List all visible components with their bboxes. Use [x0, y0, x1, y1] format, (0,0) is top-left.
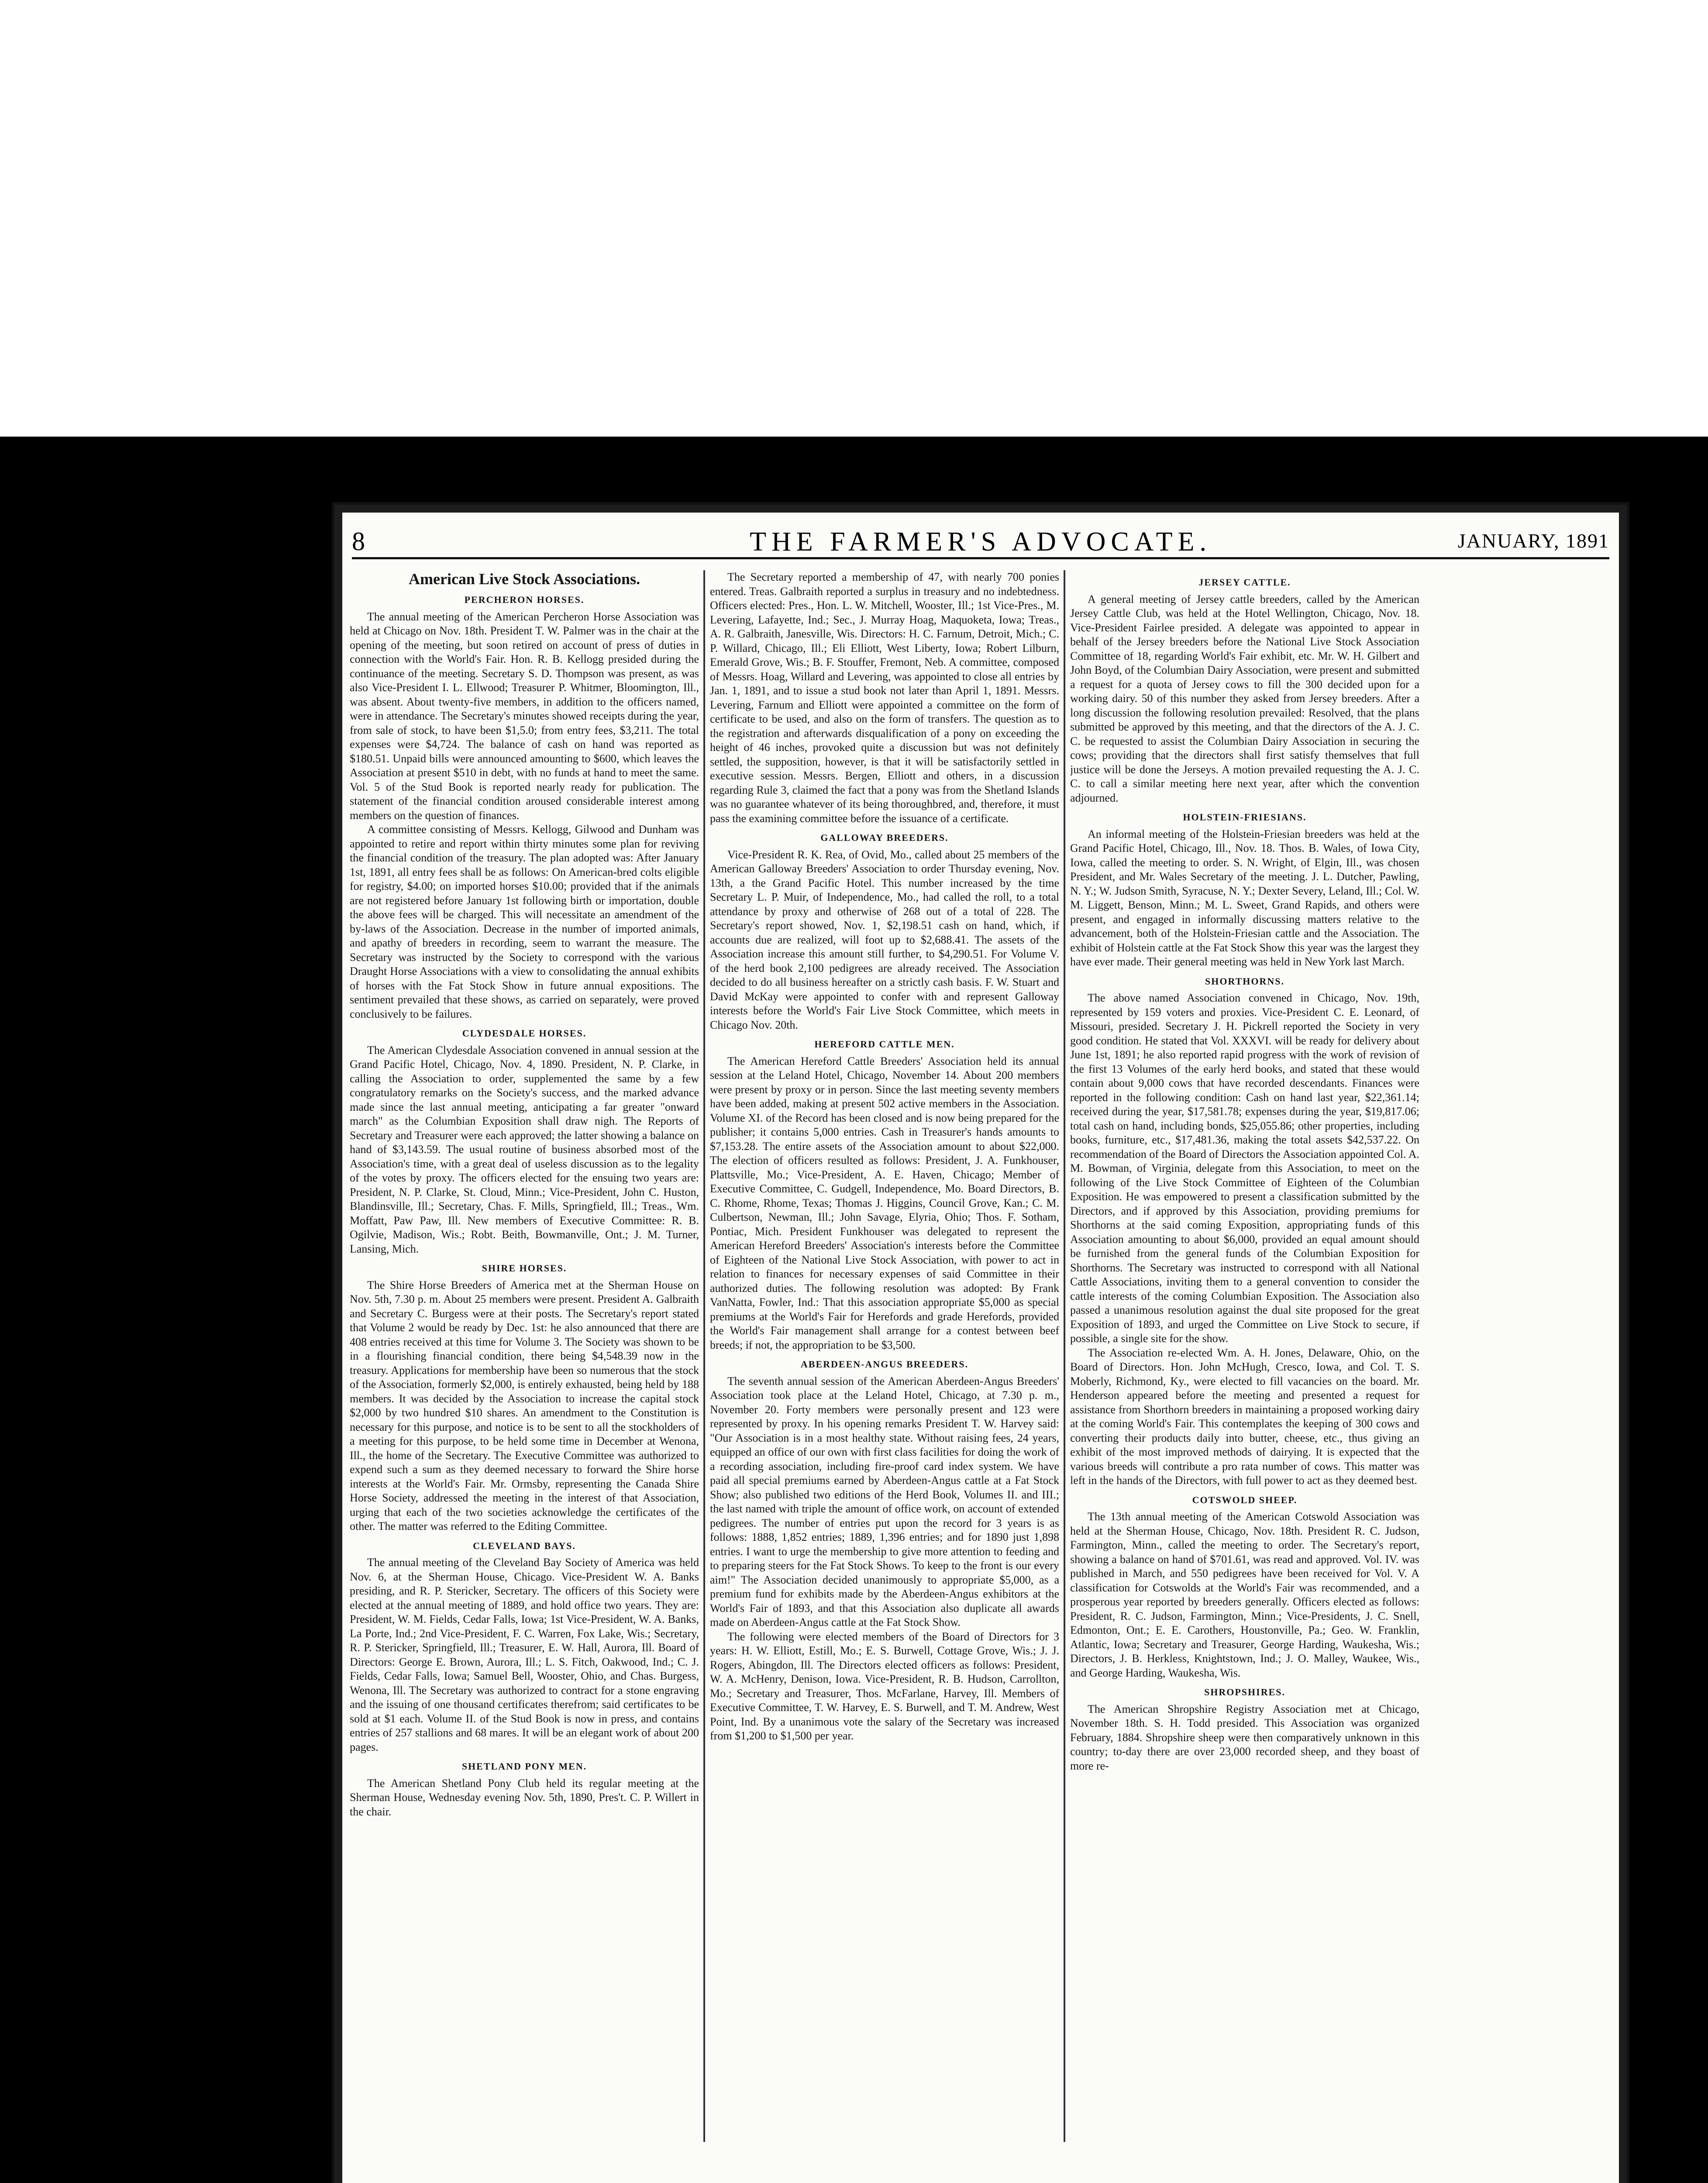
column-1	[350, 570, 699, 2183]
column-2	[710, 570, 1059, 2183]
paragraph: The American Hereford Cattle Breeders' Association held its annual session at the Leland Hotel, Chicago, November 14. About 200 members were present by proxy or in person. Since the last meeting seventy members have been added, making at present 502 active members in the Association. Volume XI. of the Record has been closed and is now being prepared for the publisher; it contains 5,000 entries. Cash in Treasurer's hands amounts to $7,153.28. The entire assets of the Association amount to about $22,000. The election of officers resulted as follows: President, J. A. Funkhouser, Plattsville, Mo.; Vice-President, A. E. Haven, Chicago; Member of Executive Committee, C. Gudgell, Independence, Mo. Board Directors, B. C. Rhome, Rhome, Texas; Thomas J. Higgins, Council Grove, Kan.; C. M. Culbertson, Newman, Ill.; John Savage, Elyria, Ohio; Thos. F. Sotham, Pontiac, Mich. President Funkhouser was delegated to represent the American Hereford Breeders' Association's interests before the Committee of Eighteen of the National Live Stock Association, with power to act in relation to finances for necessary expenses of said Committee in their authorized duties. The following resolution was adopted: By Frank VanNatta, Fowler, Ind.: That this association appropriate $5,000 as special premiums at the World's Fair for Herefords and grade Herefords, provided the World's Fair management shall arrange for a contest between beef breeds; if not, the appropriation to be $3,500.	[710, 1054, 1059, 1351]
paragraph: The seventh annual session of the American Aberdeen-Angus Breeders' Association took place at the Leland Hotel, Chicago, at 7.30 p. m., November 20. Forty members were personally present and 123 were represented by proxy. In his opening remarks President T. W. Harvey said: "Our Association is in a most healthy state. Without raising fees, 24 years, equipped an office of our own with first class facilities for doing the work of a recording association, including fire-proof card index system. We have paid all special premiums earned by Aberdeen-Angus cattle at a Fat Stock Show; also published two editions of the Herd Book, Volumes II. and III.; the last named with triple the amount of office work, on account of extended pedigrees. The number of entries put upon the record for 3 years is as follows: 1888, 1,852 entries; 1889, 1,396 entries; and for 1890 just 1,898 entries. I want to urge the membership to give more attention to feeding and to preparing steers for the Fat Stock Shows. To keep to the front is our every aim!" The Association decided unanimously to appropriate $5,000, as a premium fund for exhibits made by the Aberdeen-Angus exhibitors at the World's Fair of 1893, and that this Association also duplicate all awards made on Aberdeen-Angus cattle at the Fat Stock Show.	[710, 1374, 1059, 1629]
paragraph: The annual meeting of the Cleveland Bay Society of America was held Nov. 6, at the Sherman House, Chicago. Vice-President W. A. Banks presiding, and R. P. Stericker, Secretary. The officers of this Society were elected at the annual meeting of 1889, and hold office two years. They are: President, W. M. Fields, Cedar Falls, Iowa; 1st Vice-President, W. A. Banks, La Porte, Ind.; 2nd Vice-President, F. C. Warren, Fox Lake, Wis.; Secretary, R. P. Stericker, Springfield, Ill.; Treasurer, E. W. Hall, Aurora, Ill. Board of Directors: George E. Brown, Aurora, Ill.; L. S. Fitch, Oakwood, Ind.; C. J. Fields, Cedar Falls, Iowa; Samuel Bell, Wooster, Ohio, and Chas. Burgess, Wenona, Ill. The Secretary was authorized to contract for a stone engraving and the issuing of one thousand certificates therefrom; said certificates to be sold at $1 each. Volume II. of the Stud Book is now in press, and contains entries of 257 stallions and 68 mares. It will be an elegant work of about 200 pages.	[350, 1556, 699, 1753]
section-heading: SHORTHORNS.	[1205, 975, 1284, 987]
paragraph: Vice-President R. K. Rea, of Ovid, Mo., called about 25 members of the American Galloway Breeders' Association to order Thursday evening, Nov. 13th, a the Grand Pacific Hotel. This number increased by the time Secretary L. P. Muir, of Independence, Mo., had called the roll, to a total attendance by proxy and otherwise of 268 out of a total of 228. The Secretary's report showed, Nov. 1, $2,198.51 cash on hand, which, if accounts due are realized, will foot up to $2,688.41. The assets of the Association increase this amount still further, to $4,290.51. For Volume V. of the herd book 2,100 pedigrees are already received. The Association decided to do all business hereafter on a strictly cash basis. F. W. Stuart and David McKay were appointed to confer with and represent Galloway interests before the World's Fair Live Stock Committee, which meets in Chicago Nov. 20th.	[710, 848, 1059, 1031]
issue-date: JANUARY, 1891	[1457, 530, 1609, 552]
paragraph: The above named Association convened in Chicago, Nov. 19th, represented by 159 voters and proxies. Vice-President C. E. Leonard, of Missouri, presided. Secretary J. H. Pickrell reported the Society in very good condition. He stated that Vol. XXXVI. will be ready for delivery about June 1st, 1891; he also reported rapid progress with the work of revision of the first 13 Volumes of the early herd books, and stated that these would contain about 9,000 cows that have recorded descendants. Finances were reported in the following condition: Cash on hand last year, $22,361.14; received during the year, $17,581.78; expenses during the year, $19,817.06; total cash on hand, including bonds, $25,055.86; other properties, including books, furniture, etc., $17,481.36, making the total assets $42,537.22. On recommendation of the Board of Directors the Association appointed Col. A. M. Bowman, of Virginia, delegate from this Association, to meet on the following of the Live Stock Committee of Eighteen of the Columbian Exposition. He was empowered to present a classification submitted by the Directors, and if approved by this Association, providing premiums for Shorthorns at the said coming Exposition, appropriating funds of this Association amounting to about $6,000, provided an equal amount should be furnished from the general funds of the Columbian Exposition for Shorthorns. The Secretary was instructed to correspond with all National Cattle Associations, inviting them to a general convention to consider the cattle interests of the coming Columbian Exposition. The Association also passed a unanimous resolution against the dual site proposed for the great Exposition of 1893, and urged the Committee on Live Stock to secure, if possible, a single site for the show.	[1070, 992, 1419, 1345]
paragraph: The American Shetland Pony Club held its regular meeting at the Sherman House, Wednesday evening Nov. 5th, 1890, Pres't. C. P. Willert in the chair.	[350, 1777, 699, 1818]
section-heading: SHETLAND PONY MEN.	[461, 1761, 587, 1772]
section-heading: GALLOWAY BREEDERS.	[820, 832, 949, 843]
page-number: 8	[352, 527, 365, 556]
masthead	[352, 527, 1609, 559]
paragraph: The 13th annual meeting of the American Cotswold Association was held at the Sherman House, Chicago, Nov. 18th. President R. C. Judson, Farmington, Minn., called the meeting to order. The Secretary's report, showing a balance on hand of $701.61, was read and approved. Vol. IV. was published in March, and 550 pedigrees have been received for Vol. V. A classification for Cotswolds at the World's Fair was recommended, and a prosperous year reported by breeders generally. Officers elected as follows: President, R. C. Judson, Farmington, Minn.; Vice-Presidents, J. C. Snell, Edmonton, Ont.; E. E. Carothers, Houstonville, Pa.; Geo. W. Franklin, Atlantic, Iowa; Secretary and Treasurer, George Harding, Waukesha, Wis.; Directors, J. B. Herkless, Knightstown, Ind.; J. O. Malley, Waukee, Wis., and George Harding, Waukesha, Wis.	[1070, 1510, 1419, 1679]
paragraph: The Secretary reported a membership of 47, with nearly 700 ponies entered. Treas. Galbraith reported a surplus in treasury and no indebtedness. Officers elected: Pres., Hon. L. W. Mitchell, Wooster, Ill.; 1st Vice-Pres., M. Levering, Lafayette, Ind.; Sec., J. Murray Hoag, Maquoketa, Iowa; Treas., A. R. Galbraith, Janesville, Wis. Directors: H. C. Farnum, Detroit, Mich.; C. P. Willard, Chicago, Ill.; Eli Elliott, West Liberty, Iowa; Robert Lilburn, Emerald Grove, Wis.; B. F. Stouffer, Fremont, Neb. A committee, composed of Messrs. Hoag, Willard and Levering, was appointed to close all entries by Jan. 1, 1891, and to issue a stud book not later than April 1, 1891. Messrs. Levering, Farnum and Elliott were appointed a committee on the form of certificate to be used, and also on the form of transfers. The question as to the registration and afterwards disqualification of a pony on exceeding the height of 46 inches, provoked quite a discussion but was not definitely settled, the supposition, however, is that it will be satisfactorily settled in executive session. Messrs. Bergen, Elliott and others, in a discussion regarding Rule 3, claimed the fact that a pony was from the Shetland Islands was no guarantee whatever of its being thoroughbred, and, therefore, it must pass the examining committee before the issuance of a certificate.	[710, 571, 1059, 825]
paragraph: An informal meeting of the Holstein-Friesian breeders was held at the Grand Pacific Hotel, Chicago, Ill., Nov. 18. Thos. B. Wales, of Iowa City, Iowa, called the meeting to order. S. N. Wright, of Elgin, Ill., was chosen President, and Mr. Wales Secretary of the meeting. J. L. Dutcher, Pawling, N. Y.; W. Judson Smith, Syracuse, N. Y.; Dexter Severy, Leland, Ill.; Col. W. M. Liggett, Benson, Minn.; M. L. Sweet, Grand Rapids, and others were present, and engaged in informally discussing matters relative to the advancement, both of the Holstein-Friesian cattle and the Association. The exhibit of Holstein cattle at the Fat Stock Show this year was the largest they have ever made. Their general meeting was held in New York last March.	[1070, 827, 1419, 968]
section-heading: SHIRE HORSES.	[482, 1263, 567, 1274]
paragraph: The American Clydesdale Association convened in annual session at the Grand Pacific Hotel, Chicago, Nov. 4, 1890. President, N. P. Clarke, in calling the Association to order, supplemented the same by a few congratulatory remarks on the Society's success, and the marked advance made since the last annual meeting, anticipating a far greater "onward march" as the Columbian Exposition shall draw nigh. The Reports of Secretary and Treasurer were each approved; the latter showing a balance on hand of $3,143.59. The usual routine of business absorbed most of the Association's time, with a great deal of useless discussion as to the legality of the votes by proxy. The officers elected for the ensuing two years are: President, N. P. Clarke, St. Cloud, Minn.; Vice-President, John C. Huston, Blandinsville, Ill.; Secretary, Chas. F. Mills, Springfield, Ill.; Treas., Wm. Moffatt, Paw Paw, Ill. New members of Executive Committee: R. B. Ogilvie, Madison, Wis.; Robt. Beith, Bowmanville, Ont.; J. M. Turner, Lansing, Mich.	[350, 1043, 699, 1255]
section-heading: PERCHERON HORSES.	[464, 594, 585, 605]
newspaper-page	[332, 502, 1629, 2183]
column-3	[1070, 570, 1419, 2183]
section-heading: ABERDEEN-ANGUS BREEDERS.	[800, 1359, 969, 1370]
section-heading: CLEVELAND BAYS.	[473, 1540, 576, 1551]
paragraph: A general meeting of Jersey cattle breeders, called by the American Jersey Cattle Club, was held at the Hotel Wellington, Chicago, Nov. 18. Vice-President Fairlee presided. A delegate was appointed to appear in behalf of the Jersey breeders before the National Live Stock Association Committee of 18, regarding World's Fair exhibit, etc. Mr. W. H. Gilbert and John Boyd, of the Columbian Dairy Association, were present and submitted a request for a quota of Jersey cows to fill the 300 decided upon for a working dairy. 50 of this number they asked from Jersey breeders. After a long discussion the following resolution prevailed: Resolved, that the plans submitted be approved by this meeting, and that the directors of the A. J. C. C. be requested to assist the Columbian Dairy Association in securing the cows; providing that the directors shall first satisfy themselves that full justice will be done the Jerseys. A motion prevailed requesting the A. J. C. C. to call a similar meeting here next year, after which the convention adjourned.	[1070, 592, 1419, 804]
background-top	[0, 0, 1708, 437]
paragraph: The following were elected members of the Board of Directors for 3 years: H. W. Elliott, Estill, Mo.; E. S. Burwell, Cottage Grove, Wis.; J. J. Rogers, Abingdon, Ill. The Directors elected officers as follows: President, W. A. McHenry, Denison, Iowa. Vice-President, R. B. Hudson, Carrollton, Mo.; Secretary and Treasurer, Thos. McFarlane, Harvey, Ill. Members of Executive Committee, T. W. Harvey, E. S. Burwell, and T. M. Andrew, West Point, Ind. By a unanimous vote the salary of the Secretary was increased from $1,200 to $1,500 per year.	[710, 1630, 1059, 1742]
paragraph: The Association re-elected Wm. A. H. Jones, Delaware, Ohio, on the Board of Directors. Hon. John McHugh, Cresco, Iowa, and Col. T. S. Moberly, Richmond, Ky., were elected to fill vacancies on the board. Mr. Henderson appeared before the meeting and presented a request for assistance from Shorthorn breeders in maintaining a proposed working dairy at the coming World's Fair. This contemplates the keeping of 300 cows and converting their products daily into butter, cheese, etc., thus giving an exhibit of the most improved methods of dairying. It is expected that the various breeds will contribute a pro rata number of cows. This matter was left in the hands of the Directors, with full power to act as they deemed best.	[1070, 1346, 1419, 1487]
section-heading: HEREFORD CATTLE MEN.	[814, 1039, 955, 1050]
paragraph: A committee consisting of Messrs. Kellogg, Gilwood and Dunham was appointed to retire and report within thirty minutes some plan for reviving the financial condition of the treasury. The plan adopted was: After January 1st, 1891, all entry fees shall be as follows: On American-bred colts eligible for registry, $4.00; on imported horses $10.00; provided that if the animals are not registered before January 1st following birth or importation, double the above fees will be charged. This will necessitate an amendment of the by-laws of the Association. Decrease in the number of imported animals, and apathy of breeders in recording, seem to warrant the measure. The Secretary was instructed by the Society to correspond with the various Draught Horse Associations with a view to consolidating the annual exhibits of horses with the Fat Stock Show in future annual expositions. The sentiment prevailed that these shows, as carried on separately, were proved conclusively to be failures.	[350, 823, 699, 1020]
section-heading: JERSEY CATTLE.	[1198, 577, 1291, 588]
article-heading: American Live Stock Associations.	[409, 570, 640, 588]
section-heading: HOLSTEIN-FRIESIANS.	[1183, 812, 1307, 823]
column-rule	[1064, 570, 1065, 2142]
newspaper-title: THE FARMER'S ADVOCATE.	[750, 527, 1212, 557]
paragraph: The American Shropshire Registry Association met at Chicago, November 18th. S. H. Todd presided. This Association was organized February, 1884. Shropshire sheep were then comparatively unknown in this country; to-day there are over 23,000 recorded sheep, and they boast of more re-	[1070, 1702, 1419, 1772]
section-heading: CLYDESDALE HORSES.	[462, 1028, 587, 1039]
section-heading: COTSWOLD SHEEP.	[1192, 1494, 1298, 1505]
paragraph: The annual meeting of the American Percheron Horse Association was held at Chicago on Nov. 18th. President T. W. Palmer was in the chair at the opening of the meeting, but soon retired on account of press of duties in connection with the World's Fair. Hon. R. B. Kellogg presided during the continuance of the meeting. Secretary S. D. Thompson was present, as was also Vice-President I. L. Ellwood; Treasurer P. Whitmer, Bloomington, Ill., was absent. About twenty-five members, in addition to the officers named, were in attendance. The Secretary's minutes showed receipts during the year, from sale of stock, to have been $1,5.0; from entry fees, $3,211. The total expenses were $4,724. The balance of cash on hand was reported as $180.51. Unpaid bills were announced amounting to $600, which leaves the Association at present $510 in debt, with no funds at hand to meet the same. Vol. 5 of the Stud Book is reported nearly ready for publication. The statement of the financial condition aroused considerable interest among members on the question of finances.	[350, 610, 699, 822]
column-rule	[703, 570, 705, 2142]
section-heading: SHROPSHIRES.	[1204, 1687, 1285, 1698]
paragraph: The Shire Horse Breeders of America met at the Sherman House on Nov. 5th, 7.30 p. m. About 25 members were present. President A. Galbraith and Secretary C. Burgess were at their posts. The Secretary's report stated that Volume 2 would be ready by Dec. 1st: he also announced that there are 408 entries received at this time for Volume 3. The Society was shown to be in a flourishing financial condition, there being $4,548.39 now in the treasury. Applications for membership have been so numerous that the stock of the Association, formerly $2,000, is entirely exhausted, being held by 188 members. It was decided by the Association to increase the capital stock $2,000 by two hundred $10 shares. An amendment to the Constitution is necessary for this purpose, and notice is to be sent to all the stockholders of a meeting for this purpose, to be held some time in December at Wenona, Ill., the home of the Secretary. The Executive Committee was authorized to expend such a sum as they deemed necessary to forward the Shire horse interests at the World's Fair. Mr. Ormsby, representing the Canada Shire Horse Society, addressed the meeting in the interest of that Association, urging that each of the two societies acknowledge the certificates of the other. The matter was referred to the Editing Committee.	[350, 1278, 699, 1532]
